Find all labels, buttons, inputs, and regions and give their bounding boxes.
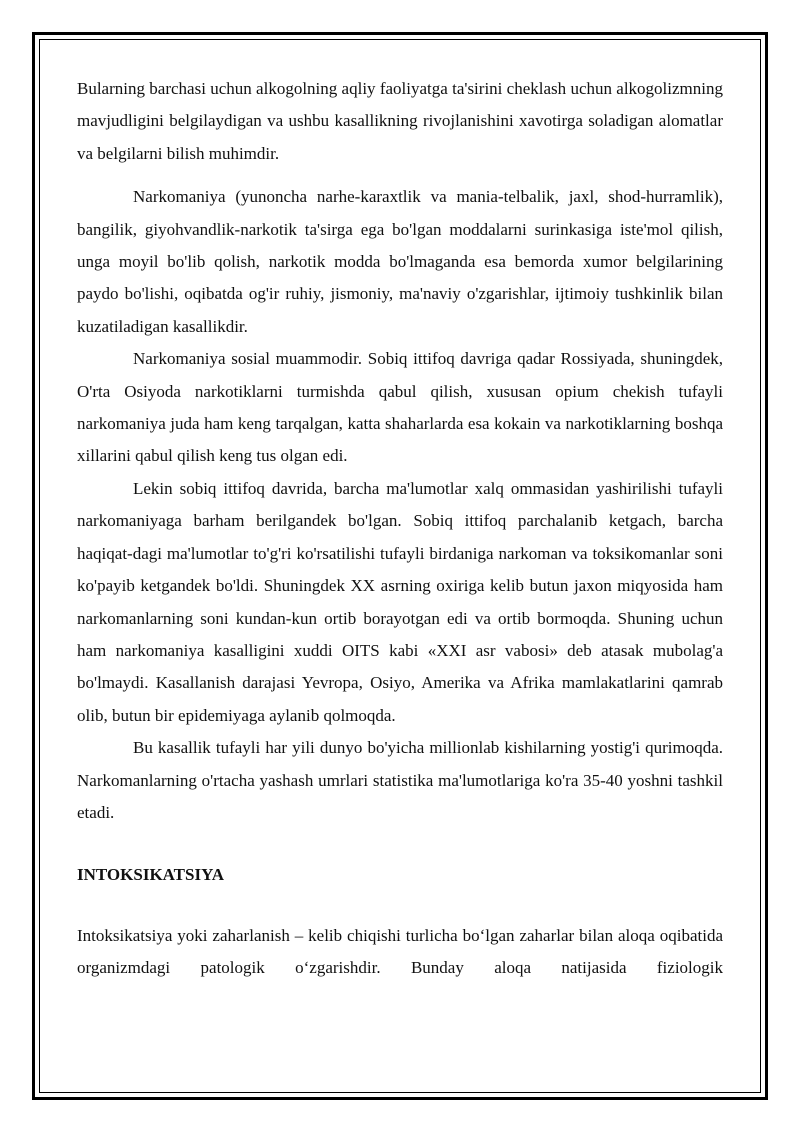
paragraph-narcomania-definition: Narkomaniya (yunoncha narhe-karaxtlik va mania-telbalik, jaxl, shod-hurramlik), bangilik, giyohvandlik-narkotik ta'sirga ega bo'lgan moddalarni surinkasiga iste'mol qilish, unga moyil bo'lib qolish, narkotik modda bo'lmaganda esa bemorda xumor belgilarining paydo bo'lishi, oqibatda og'ir ruhiy, jismoniy, ma'naviy o'zgarishlar, ijtimoiy tushkinlik bilan kuzatiladigan kasallikdir.	[77, 187, 723, 336]
paragraph-intoxication-intro: Intoksikatsiya yoki zaharlanish – kelib chiqishi turlicha bo‘lgan zaharlar bilan aloqa oqibatida organizmdagi patologik o‘zgarishdir. Bunday aloqa natijasida fiziologik	[77, 925, 723, 978]
paragraph-soviet-period: Lekin sobiq ittifoq davrida, barcha ma'lumotlar xalq ommasidan yashirilishi tufayli narkomaniyaga barham berilgandek bo'lgan. Sobiq ittifoq parchalanib ketgach, barcha haqiqat-dagi ma'lumotlar to'g'ri ko'rsatilishi tufayli birdaniga narkoman va toksikomanlar soni ko'payib ketgandek bo'ldi. Shuningdek XX asrning oxiriga kelib butun jaxon miqyosida ham narkomanlarning soni kundan-kun ortib borayotgan edi va ortib bormoqda. Shuning uchun ham narkomaniya kasalligini xuddi OITS kabi «XXI asr vabosi» deb atasak mubolag'a bo'lmaydi. Kasallanish darajasi Yevropa, Osiyo, Amerika va Afrika mamlakatlarini qamrab olib, butun bir epidemiyaga aylanib qolmoqda.	[77, 478, 723, 725]
paragraph-social-problem: Narkomaniya sosial muammodir. Sobiq ittifoq davriga qadar Rossiyada, shuningdek, O'rta Osiyoda narkotiklarni turmishda qabul qilish, xususan opium chekish tufayli narkomaniya juda ham keng tarqalgan, katta shaharlarda esa kokain va narkotiklarning boshqa xillarini qabul qilish keng tus olgan edi.	[77, 349, 723, 466]
document-body	[77, 73, 723, 985]
paragraph-alcohol-summary: Bularning barchasi uchun alkogolning aqliy faoliyatga ta'sirini cheklash uchun alkogolizmning mavjudligini belgilaydigan va ushbu kasallikning rivojlanishini xavotirga soladigan alomatlar va belgilarni bilish muhimdir.	[77, 79, 723, 163]
section-heading: INTOKSIKATSIYA	[77, 865, 225, 885]
paragraph-mortality: Bu kasallik tufayli har yili dunyo bo'yicha millionlab kishilarning yostig'i qurimoqda. Narkomanlarning o'rtacha yashash umrlari statistika ma'lumotlariga ko'ra 35-40 yoshni tashkil etadi.	[77, 738, 723, 822]
